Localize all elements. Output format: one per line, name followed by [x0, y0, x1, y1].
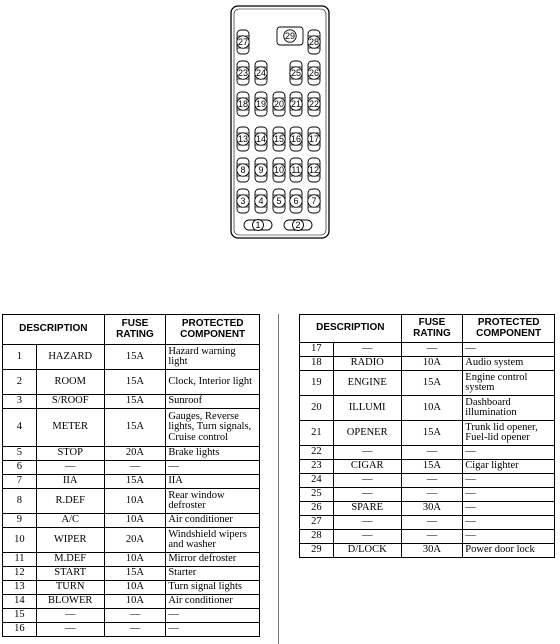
fuse-1	[244, 220, 272, 231]
fuse-rating: —	[104, 609, 166, 623]
fuse-21	[290, 92, 302, 116]
fuse-number: 13	[3, 581, 37, 595]
fuse-number-label: 8	[240, 165, 246, 175]
fuse-description: TURN	[36, 581, 104, 595]
fuse-number-label: 23	[237, 68, 249, 78]
fuse-rating: 15A	[104, 409, 166, 447]
fuse-description: RADIO	[333, 357, 401, 371]
protected-component: —	[463, 516, 555, 530]
protected-component: IIA	[166, 475, 260, 489]
fuse-number: 5	[3, 447, 37, 461]
table-row	[300, 357, 555, 371]
fuse-number-label: 9	[258, 165, 264, 175]
fuse-rating: —	[401, 516, 463, 530]
fuse-7	[308, 189, 320, 213]
table-row	[300, 460, 555, 474]
fuse-19	[255, 92, 267, 116]
fuse-number-label: 28	[308, 37, 320, 47]
fuse-22	[308, 92, 320, 116]
fuse-description: ILLUMI	[333, 396, 401, 421]
fuse-description: SPARE	[333, 502, 401, 516]
protected-component: Mirror defroster	[166, 553, 260, 567]
fuse-number: 3	[3, 395, 37, 409]
table-row	[3, 609, 260, 623]
fuse-description: WIPER	[36, 528, 104, 553]
fuse-description: M.DEF	[36, 553, 104, 567]
fuse-24	[255, 61, 267, 85]
fuse-number-label: 25	[290, 68, 302, 78]
fuse-number-label: 6	[293, 196, 299, 206]
table-row	[3, 581, 260, 595]
fuse-26	[308, 61, 320, 85]
protected-component: Air conditioner	[166, 514, 260, 528]
fuse-rating: 30A	[401, 544, 463, 558]
fuse-number: 18	[300, 357, 334, 371]
fuse-description: —	[333, 488, 401, 502]
fuse-20	[273, 92, 285, 116]
fuse-description: —	[36, 461, 104, 475]
fuse-rating: 15A	[401, 460, 463, 474]
protected-component: Starter	[166, 567, 260, 581]
fuse-10	[273, 158, 285, 182]
fuse-rating: —	[401, 446, 463, 460]
fuse-18	[237, 92, 249, 116]
fuse-description: START	[36, 567, 104, 581]
table-row	[3, 395, 260, 409]
fuse-number: 10	[3, 528, 37, 553]
fuse-number-label: 19	[255, 99, 267, 109]
fuse-rating: —	[401, 343, 463, 357]
fuse-rating: 10A	[401, 396, 463, 421]
table-row	[300, 502, 555, 516]
fuse-table-left	[2, 314, 260, 637]
table-row	[3, 623, 260, 637]
fuse-number-label: 12	[308, 165, 320, 175]
fuse-number: 20	[300, 396, 334, 421]
fuse-description: CIGAR	[333, 460, 401, 474]
fuse-rating: —	[104, 623, 166, 637]
protected-component: —	[463, 343, 555, 357]
table-row	[3, 447, 260, 461]
fuse-rating: 30A	[401, 502, 463, 516]
fuse-number: 17	[300, 343, 334, 357]
fuse-number-label: 16	[290, 134, 302, 144]
table-row	[300, 530, 555, 544]
fuse-2	[284, 220, 312, 231]
table-row	[3, 345, 260, 370]
table-row	[3, 553, 260, 567]
fuse-15	[273, 127, 285, 151]
fuse-description: STOP	[36, 447, 104, 461]
fuse-number-label: 17	[308, 134, 320, 144]
fuse-number-label: 26	[308, 68, 320, 78]
header-protected-component: PROTECTED COMPONENT	[166, 315, 260, 345]
fuse-description: OPENER	[333, 421, 401, 446]
fuse-number: 12	[3, 567, 37, 581]
fuse-17	[308, 127, 320, 151]
fuse-rating: —	[401, 488, 463, 502]
table-row	[3, 461, 260, 475]
fuse-number-label: 2	[295, 220, 301, 230]
fuse-rating: 15A	[104, 345, 166, 370]
fuse-number-label: 21	[290, 99, 302, 109]
table-row	[300, 396, 555, 421]
protected-component: Rear window defroster	[166, 489, 260, 514]
protected-component: Brake lights	[166, 447, 260, 461]
table-row	[3, 409, 260, 447]
fuse-description: —	[333, 516, 401, 530]
fuse-rating: 20A	[104, 528, 166, 553]
fuse-description: A/C	[36, 514, 104, 528]
table-row	[3, 567, 260, 581]
protected-component: —	[166, 623, 260, 637]
fuse-number-label: 22	[308, 99, 320, 109]
fuse-rating: 15A	[104, 567, 166, 581]
fuse-number-label: 5	[276, 196, 282, 206]
fuse-25	[290, 61, 302, 85]
fuse-description: IIA	[36, 475, 104, 489]
protected-component: —	[166, 609, 260, 623]
table-row	[3, 475, 260, 489]
fuse-number: 23	[300, 460, 334, 474]
fuse-rating: 15A	[401, 371, 463, 396]
fuse-16	[290, 127, 302, 151]
fuse-number-label: 20	[273, 99, 285, 109]
fuse-27	[237, 30, 249, 54]
fuse-number: 19	[300, 371, 334, 396]
fuse-number: 9	[3, 514, 37, 528]
header-description: DESCRIPTION	[3, 315, 105, 345]
fuse-number: 4	[3, 409, 37, 447]
protected-component: Air conditioner	[166, 595, 260, 609]
protected-component: Gauges, Reverse lights, Turn signals, Cruise control	[166, 409, 260, 447]
fuse-14	[255, 127, 267, 151]
protected-component: Power door lock	[463, 544, 555, 558]
fuse-number: 11	[3, 553, 37, 567]
fuse-4	[255, 189, 267, 213]
protected-component: Windshield wipers and washer	[166, 528, 260, 553]
fuse-6	[290, 189, 302, 213]
fuse-number-label: 7	[311, 196, 317, 206]
fuse-rating: 15A	[104, 475, 166, 489]
fuse-3	[237, 189, 249, 213]
fuse-number-label: 15	[273, 134, 285, 144]
fuse-description: —	[36, 609, 104, 623]
protected-component: —	[463, 488, 555, 502]
fuse-number-label: 4	[258, 196, 264, 206]
table-row	[300, 474, 555, 488]
fuse-rating: —	[104, 461, 166, 475]
fuse-29	[277, 27, 303, 45]
protected-component: Dashboard illumination	[463, 396, 555, 421]
table-row	[300, 421, 555, 446]
fuse-number: 8	[3, 489, 37, 514]
protected-component: Audio system	[463, 357, 555, 371]
fuse-number: 14	[3, 595, 37, 609]
table-row	[3, 370, 260, 395]
fuse-13	[237, 127, 249, 151]
protected-component: Engine control system	[463, 371, 555, 396]
fuse-rating: 10A	[104, 595, 166, 609]
fuse-number: 2	[3, 370, 37, 395]
fuse-number-label: 14	[255, 134, 267, 144]
fuse-5	[273, 189, 285, 213]
fuse-8	[237, 158, 249, 182]
fuse-number-label: 10	[273, 165, 285, 175]
fuse-rating: —	[401, 474, 463, 488]
fuse-23	[237, 61, 249, 85]
fuse-number-label: 11	[291, 165, 301, 175]
table-row	[300, 516, 555, 530]
fuse-description: —	[333, 343, 401, 357]
fuse-rating: 10A	[104, 489, 166, 514]
protected-component: Hazard warning light	[166, 345, 260, 370]
fuse-description: BLOWER	[36, 595, 104, 609]
fuse-number: 26	[300, 502, 334, 516]
fuse-number: 28	[300, 530, 334, 544]
fuse-description: ENGINE	[333, 371, 401, 396]
fuse-number: 15	[3, 609, 37, 623]
fuse-number-label: 27	[237, 37, 249, 47]
protected-component: Sunroof	[166, 395, 260, 409]
fuse-number: 25	[300, 488, 334, 502]
fuse-number-label: 24	[255, 68, 267, 78]
fuse-rating: 10A	[104, 553, 166, 567]
table-row	[300, 488, 555, 502]
fuse-description: —	[333, 530, 401, 544]
fuse-panel-diagram	[0, 0, 560, 290]
table-row	[3, 489, 260, 514]
fuse-number: 7	[3, 475, 37, 489]
protected-component: —	[463, 446, 555, 460]
column-divider	[278, 314, 279, 644]
fuse-rating: 20A	[104, 447, 166, 461]
fuse-number-label: 1	[255, 220, 261, 230]
fuse-description: HAZARD	[36, 345, 104, 370]
fuse-11	[290, 158, 302, 182]
fuse-rating: 10A	[401, 357, 463, 371]
header-fuse-rating: FUSE RATING	[401, 315, 463, 343]
table-row	[300, 544, 555, 558]
fuse-number: 21	[300, 421, 334, 446]
fuse-rating: —	[401, 530, 463, 544]
fuse-description: —	[333, 474, 401, 488]
fuse-28	[308, 30, 320, 54]
fuse-number: 16	[3, 623, 37, 637]
protected-component: Clock, Interior light	[166, 370, 260, 395]
fuse-number: 24	[300, 474, 334, 488]
protected-component: Cigar lighter	[463, 460, 555, 474]
table-row	[300, 343, 555, 357]
fuse-description: METER	[36, 409, 104, 447]
fuse-rating: 15A	[401, 421, 463, 446]
fuse-number-label: 18	[237, 99, 249, 109]
fuse-rating: 10A	[104, 514, 166, 528]
fuse-number: 6	[3, 461, 37, 475]
fuse-number: 1	[3, 345, 37, 370]
fuse-number-label: 13	[237, 134, 249, 144]
table-row	[3, 528, 260, 553]
fuse-number: 22	[300, 446, 334, 460]
fuse-number: 29	[300, 544, 334, 558]
fuse-rating: 15A	[104, 370, 166, 395]
fuse-description: R.DEF	[36, 489, 104, 514]
fuse-description: D/LOCK	[333, 544, 401, 558]
table-row	[300, 371, 555, 396]
fuse-number: 27	[300, 516, 334, 530]
fuse-description: —	[333, 446, 401, 460]
table-row	[3, 514, 260, 528]
fuse-description: S/ROOF	[36, 395, 104, 409]
protected-component: Trunk lid opener, Fuel-lid opener	[463, 421, 555, 446]
fuse-9	[255, 158, 267, 182]
header-fuse-rating: FUSE RATING	[104, 315, 166, 345]
header-protected-component: PROTECTED COMPONENT	[463, 315, 555, 343]
protected-component: —	[166, 461, 260, 475]
protected-component: —	[463, 474, 555, 488]
fuse-description: —	[36, 623, 104, 637]
fuse-table-right	[299, 314, 555, 558]
protected-component: —	[463, 530, 555, 544]
fuse-number-label: 29	[284, 31, 296, 41]
header-description: DESCRIPTION	[300, 315, 402, 343]
protected-component: Turn signal lights	[166, 581, 260, 595]
fuse-description: ROOM	[36, 370, 104, 395]
fuse-rating: 15A	[104, 395, 166, 409]
fuse-12	[308, 158, 320, 182]
fuse-number-label: 3	[240, 196, 246, 206]
protected-component: —	[463, 502, 555, 516]
fuse-rating: 10A	[104, 581, 166, 595]
table-row	[3, 595, 260, 609]
table-row	[300, 446, 555, 460]
